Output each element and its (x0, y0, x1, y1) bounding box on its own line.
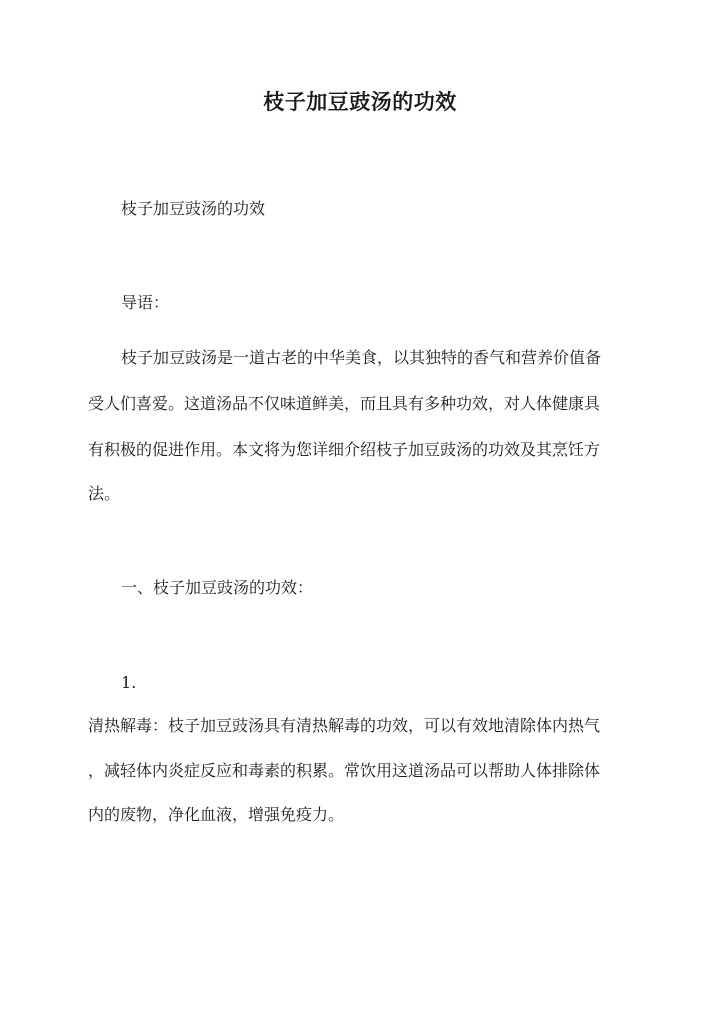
document-subtitle: 枝子加豆豉汤的功效 (121, 199, 266, 218)
list-item-number: 1. (121, 673, 137, 692)
section-heading: 一、枝子加豆豉汤的功效： (121, 578, 314, 597)
list-item-line: 清热解毒：枝子加豆豉汤具有清热解毒的功效，可以有效地清除体内热气 (88, 716, 601, 735)
intro-paragraph-line: 法。 (88, 484, 121, 503)
intro-label: 导语： (121, 293, 170, 312)
intro-paragraph-line: 枝子加豆豉汤是一道古老的中华美食，以其独特的香气和营养价值备 (121, 348, 602, 367)
intro-paragraph-line: 受人们喜爱。这道汤品不仅味道鲜美，而且具有多种功效，对人体健康具 (88, 394, 601, 413)
list-item-line: 内的废物，净化血液，增强免疫力。 (88, 805, 345, 824)
document-title: 枝子加豆豉汤的功效 (263, 89, 457, 114)
intro-paragraph-line: 有积极的促进作用。本文将为您详细介绍枝子加豆豉汤的功效及其烹饪方 (88, 440, 601, 459)
list-item-line: ，减轻体内炎症反应和毒素的积累。常饮用这道汤品可以帮助人体排除体 (88, 761, 601, 780)
